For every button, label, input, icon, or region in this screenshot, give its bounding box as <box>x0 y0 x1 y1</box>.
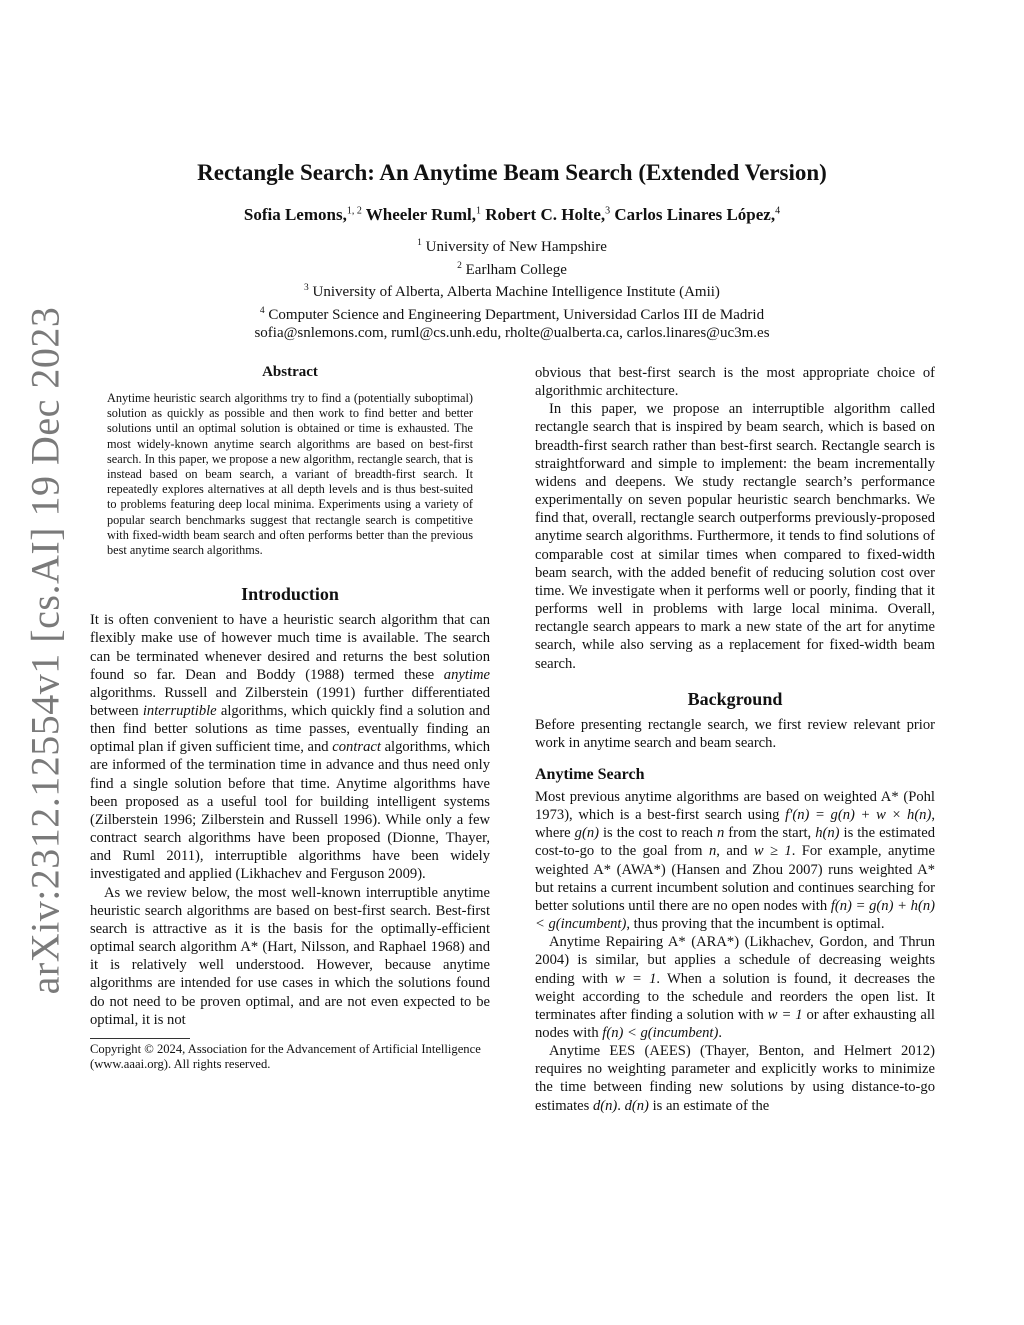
introduction-heading: Introduction <box>241 584 339 605</box>
author: Carlos Linares López,$^4$ <box>614 205 781 224</box>
introduction-paragraph: In this paper, we propose an interruptible algorithm called rectangle search that is inspired by beam search, which is based on breadth-first search rather than best-first search. Rectangle search is straightforward and simple to implement: the beam incrementally widens and deepens. We study rectangle search’s performance experimentally on seven popular heuristic search benchmarks. We find that, overall, rectangle search outperforms previously-proposed anytime search algorithms. Furthermore, it tends to find solutions of comparable cost at similar times when compared to fixed-width beam search, with the added benefit of reducing solution cost over time. We investigate when it performs well or poorly, finding that it performs well in problems with large local minima. Overall, rectangle search appears to mark a new state of the art for anytime search, while also serving as a replacement for fixed-width beam search. <box>535 401 935 672</box>
introduction-paragraph: As we review below, the most well-known interruptible anytime heuristic search algorithms are based on best-first search. Best-first search is attractive as it is the basis for the optimally-efficient optimal search algorithm A* (Hart, Nilsson, and Raphael 1968) and it is relatively well understood. However, because anytime algorithms are intended for use cases in which the solutions found do not need to be proven optimal, and are not even expected to be optimal, it is not <box>90 884 490 1028</box>
affiliation: $^3$ University of Alberta, Alberta Machine Intelligence Institute (Amii) <box>304 283 720 300</box>
affiliation: $^4$ Computer Science and Engineering Department, Universidad Carlos III de Madrid <box>259 305 765 323</box>
affiliations <box>0 234 1024 343</box>
anytime-search-paragraph: Anytime Repairing A* (ARA*) (Likhachev, Gordon, and Thrun 2004) is similar, but applies a schedule of decreasing weights ending with w = 1. When a solution is found, it decreases the weight according to the schedule and reorders the open list. It terminates after finding a solution with w = 1 or after exhausting all nodes with f(n) < g(incumbent). <box>535 934 935 1041</box>
affiliation: $^1$ University of New Hampshire <box>417 238 607 255</box>
copyright-footnote: Copyright © 2024, Association for the Advancement of Artificial Intelligence (www.aaai.org). All rights reserved. <box>90 1041 481 1072</box>
author-emails: sofia@snlemons.com, ruml@cs.unh.edu, rholte@ualberta.ca, carlos.linares@uc3m.es <box>254 325 770 341</box>
arxiv-identifier <box>22 306 68 994</box>
affiliation: $^2$ Earlham College <box>457 260 567 278</box>
introduction-paragraph: It is often convenient to have a heuristic search algorithm that can flexibly make use of however much time is available. The search can be terminated whenever desired and returns the best solution found so far. Dean and Boddy (1988) termed these anytime algorithms. Russell and Zilberstein (1991) further differentiated between interruptible algorithms, which quickly find a solution and then find better solutions as time passes, eventually finding an optimal plan if given sufficient time, and contract algorithms, which are informed of the termination time in advance and thus need only find a single solution before that time. Anytime algorithms have been proposed as a useful tool for building intelligent systems (Zilberstein 1996; Zilberstein and Russell 1996). While only a few contract search algorithms have been proposed (Dionne, Thayer, and Ruml 2011), interruptible algorithms have been widely investigated and applied (Likhachev and Ferguson 2009). <box>90 612 490 883</box>
right-column <box>535 364 935 1115</box>
footnote-rule <box>90 1038 190 1039</box>
anytime-search-paragraph: Anytime EES (AEES) (Thayer, Benton, and Helmert 2012) requires no weighting parameter and explicitly works to minimize the time between finding new solutions by using distance-to-go estimates d(n). d(n) is an estimate of the <box>535 1043 935 1114</box>
anytime-search-paragraph: Most previous anytime algorithms are based on weighted A* (Pohl 1973), which is a best-first search using f′(n) = g(n) + w × h(n), where g(n) is the cost to reach n from the start, h(n) is the estimated cost-to-go to the goal from n, and w ≥ 1. For example, anytime weighted A* (AWA*) (Hansen and Zhou 2007) runs weighted A* but retains a current incumbent solution and continues searching for better solutions until there are no open nodes with f(n) = g(n) + h(n) < g(incumbent), thus proving that the incumbent is optimal. <box>535 788 935 933</box>
background-heading: Background <box>687 688 783 709</box>
author: Wheeler Ruml,$^1$ <box>365 205 481 224</box>
author: Robert C. Holte,$^3$ <box>485 205 611 224</box>
left-column <box>90 364 490 1073</box>
introduction-paragraph-continued: obvious that best-first search is the most appropriate choice of algorithmic architecture. <box>535 365 935 400</box>
abstract-heading: Abstract <box>262 364 318 380</box>
abstract-text: Anytime heuristic search algorithms try to find a (potentially suboptimal) solution as quickly as possible and then work to find better and better solutions until an optimal solution is obtained or time is exhausted. The most widely-known anytime search algorithms are based on best-first search. In this paper, we propose a new algorithm, rectangle search, that is instead based on beam search, a variant of breadth-first search. It repeatedly explores alternatives at all depth levels and is thus best-suited to problems featuring deep local minima. Experiments using a variety of popular search benchmarks suggest that rectangle search is competitive with fixed-width beam search and often performs better than the previous best anytime search algorithms. <box>107 391 473 558</box>
author-list <box>0 205 1024 225</box>
background-paragraph: Before presenting rectangle search, we first review relevant prior work in anytime search and beam search. <box>535 716 935 751</box>
author: Sofia Lemons,$^{1, 2}$ <box>243 205 362 224</box>
paper-title: Rectangle Search: An Anytime Beam Search (Extended Version) <box>197 160 827 185</box>
anytime-search-heading: Anytime Search <box>535 765 645 783</box>
arxiv-identifier-text: arXiv:2312.12554v1 [cs.AI] 19 Dec 2023 <box>22 306 68 994</box>
